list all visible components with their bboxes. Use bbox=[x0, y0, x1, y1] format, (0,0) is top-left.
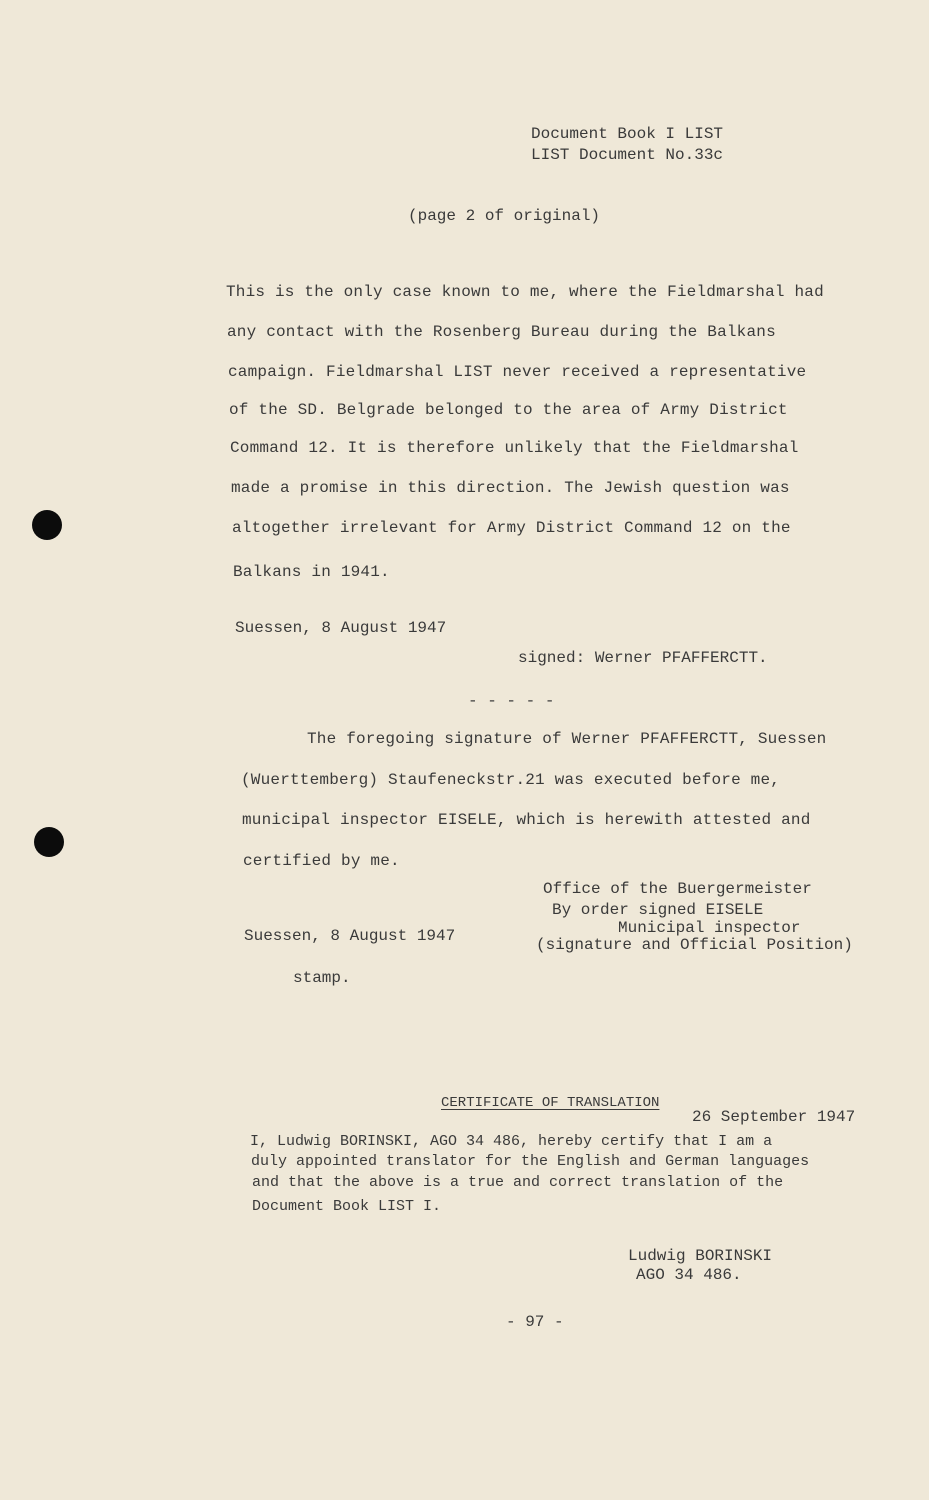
translator-name: Ludwig BORINSKI bbox=[628, 1247, 773, 1265]
certificate-line-3: and that the above is a true and correct translation of the bbox=[252, 1174, 784, 1191]
separator: - - - - - bbox=[468, 692, 555, 710]
place-date-2: Suessen, 8 August 1947 bbox=[244, 927, 456, 945]
main-line-2: any contact with the Rosenberg Bureau during the Balkans bbox=[227, 323, 776, 341]
translator-id: AGO 34 486. bbox=[636, 1266, 742, 1284]
certificate-line-2: duly appointed translator for the English and German languages bbox=[251, 1153, 810, 1170]
attestation-line-1: The foregoing signature of Werner PFAFFERCTT, Suessen bbox=[307, 730, 827, 748]
main-line-3: campaign. Fieldmarshal LIST never received a representative bbox=[228, 363, 807, 381]
punch-hole-top bbox=[32, 510, 62, 540]
office-line-2: By order signed EISELE bbox=[552, 901, 764, 919]
main-line-5: Command 12. It is therefore unlikely that the Fieldmarshal bbox=[230, 439, 799, 457]
attestation-line-2: (Wuerttemberg) Staufeneckstr.21 was executed before me, bbox=[241, 771, 781, 789]
punch-hole-bottom bbox=[34, 827, 64, 857]
main-line-1: This is the only case known to me, where the Fieldmarshal had bbox=[226, 283, 824, 301]
main-line-8: Balkans in 1941. bbox=[233, 563, 390, 581]
certificate-title: CERTIFICATE OF TRANSLATION bbox=[441, 1095, 660, 1111]
main-line-7: altogether irrelevant for Army District Command 12 on the bbox=[232, 519, 791, 537]
attestation-line-4: certified by me. bbox=[243, 852, 400, 870]
place-date-1: Suessen, 8 August 1947 bbox=[235, 619, 447, 637]
main-line-4: of the SD. Belgrade belonged to the area of Army District bbox=[229, 401, 788, 419]
office-line-4: (signature and Official Position) bbox=[536, 936, 853, 954]
page-note: (page 2 of original) bbox=[408, 207, 601, 225]
certificate-line-4: Document Book LIST I. bbox=[252, 1198, 442, 1215]
office-line-3: Municipal inspector bbox=[618, 919, 801, 937]
header-line-2: LIST Document No.33c bbox=[531, 146, 724, 164]
stamp-note: stamp. bbox=[293, 969, 351, 987]
attestation-line-3: municipal inspector EISELE, which is herewith attested and bbox=[242, 811, 811, 829]
main-line-6: made a promise in this direction. The Jewish question was bbox=[231, 479, 790, 497]
certificate-date: 26 September 1947 bbox=[692, 1108, 856, 1126]
header-line-1: Document Book I LIST bbox=[531, 125, 724, 143]
certificate-line-1: I, Ludwig BORINSKI, AGO 34 486, hereby certify that I am a bbox=[250, 1133, 773, 1150]
office-line-1: Office of the Buergermeister bbox=[543, 880, 812, 898]
signed-line: signed: Werner PFAFFERCTT. bbox=[518, 649, 768, 667]
page-number: - 97 - bbox=[506, 1313, 564, 1331]
